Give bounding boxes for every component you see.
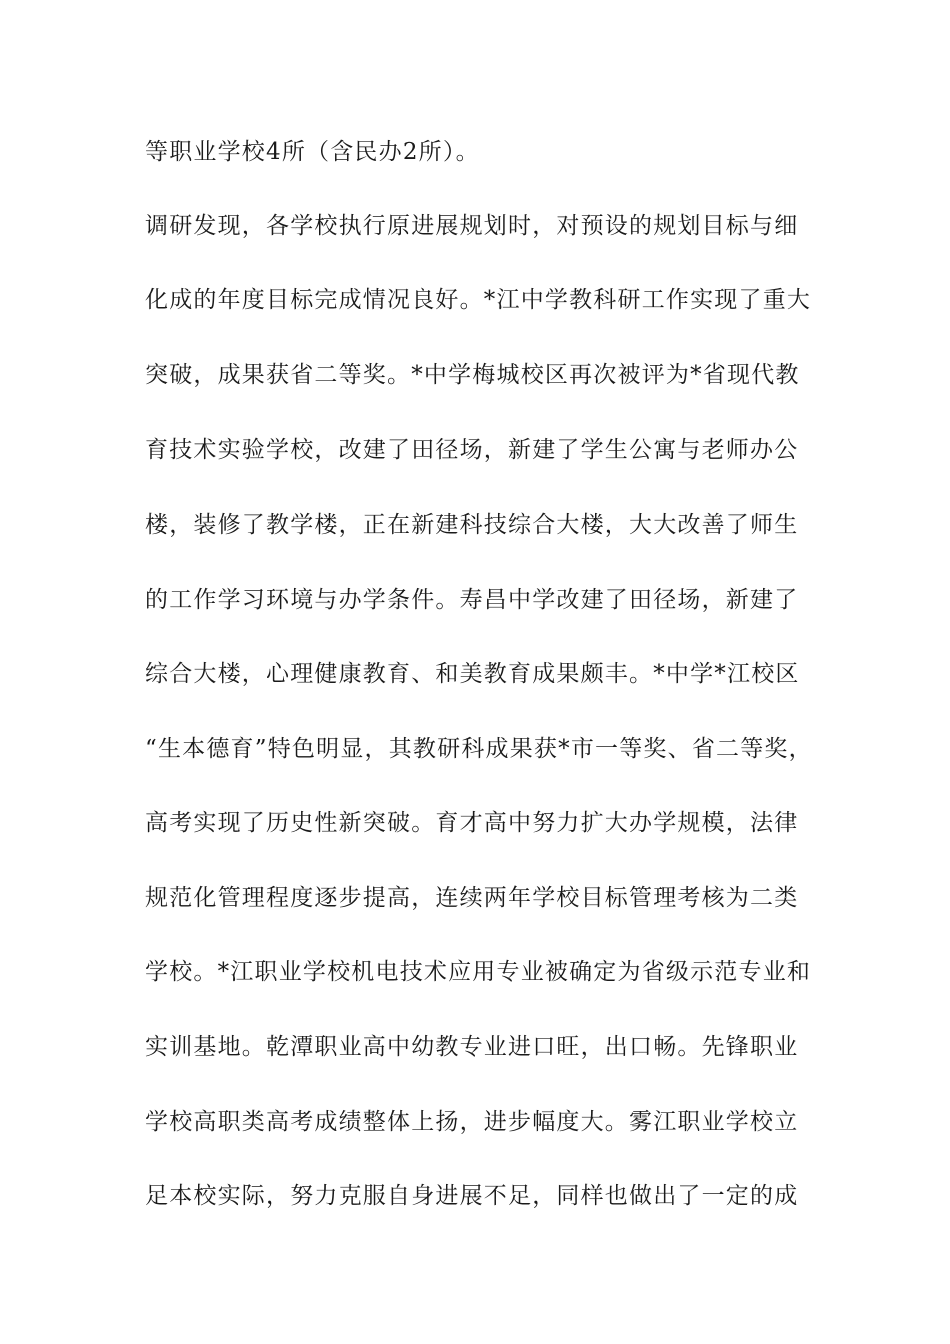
text-line-15: 足本校实际，努力克服自身进展不足，同样也做出了一定的成 xyxy=(145,1183,799,1209)
text-line-13: 实训基地。乾潭职业高中幼教专业进口旺，出口畅。先锋职业 xyxy=(145,1034,799,1060)
text-line-9: “生本德育”特色明显，其教研科成果获*市一等奖、省二等奖， xyxy=(145,736,813,762)
text-line-12: 学校。*江职业学校机电技术应用专业被确定为省级示范专业和 xyxy=(145,959,812,985)
text-line-1: 等职业学校4所（含民办2所）。 xyxy=(145,139,480,165)
text-line-4: 突破，成果获省二等奖。*中学梅城校区再次被评为*省现代教 xyxy=(145,362,800,388)
text-line-3: 化成的年度目标完成情况良好。*江中学教科研工作实现了重大 xyxy=(145,287,812,313)
text-line-5: 育技术实验学校，改建了田径场，新建了学生公寓与老师办公 xyxy=(145,437,799,463)
text-line-7: 的工作学习环境与办学条件。寿昌中学改建了田径场，新建了 xyxy=(145,587,799,613)
text-line-6: 楼，装修了教学楼，正在新建科技综合大楼，大大改善了师生 xyxy=(145,512,799,538)
text-line-8: 综合大楼，心理健康教育、和美教育成果颇丰。*中学*江校区 xyxy=(145,661,800,687)
text-line-10: 高考实现了历史性新突破。育才高中努力扩大办学规模，法律 xyxy=(145,810,799,836)
text-line-14: 学校高职类高考成绩整体上扬，进步幅度大。雾江职业学校立 xyxy=(145,1109,799,1135)
text-line-11: 规范化管理程度逐步提高，连续两年学校目标管理考核为二类 xyxy=(145,885,799,911)
text-line-2: 调研发现，各学校执行原进展规划时，对预设的规划目标与细 xyxy=(145,213,799,239)
